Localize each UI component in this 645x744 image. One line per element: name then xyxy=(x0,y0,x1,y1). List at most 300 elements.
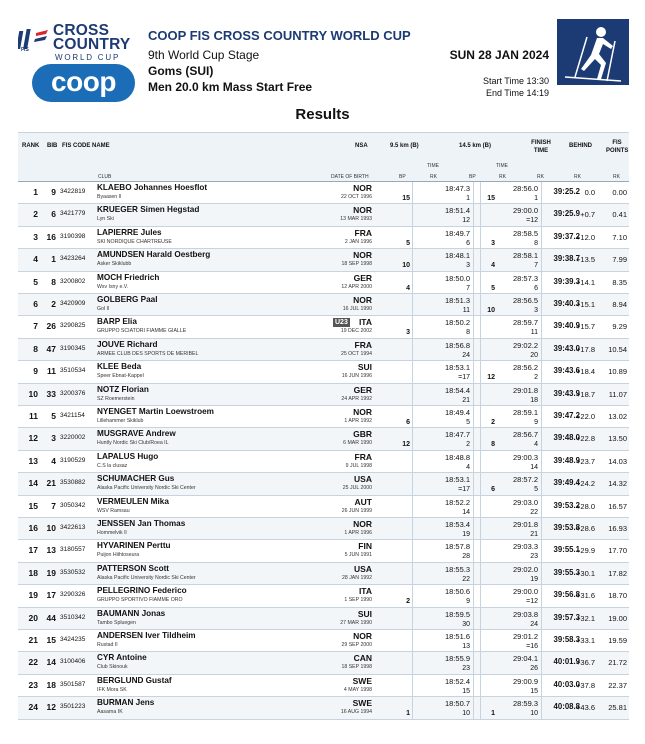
nsa-cell: USA xyxy=(354,474,372,485)
split1-rank: 14 xyxy=(462,508,470,516)
finish-time: 39:39.3 xyxy=(553,276,580,286)
split1-bonus-points: 10 xyxy=(402,262,410,270)
nsa-cell: NOR xyxy=(353,183,372,193)
nsa-cell: FIN xyxy=(358,541,372,552)
rank-cell: 20 xyxy=(28,612,38,623)
split2-rank: 19 xyxy=(530,575,538,583)
fis-points: 13.50 xyxy=(608,434,627,444)
start-time: Start Time 13:30 xyxy=(482,76,549,86)
event-stage: 9th World Cup Stage xyxy=(148,48,260,62)
fis-points: 14.32 xyxy=(608,479,627,489)
split1-time: 18:49.7 xyxy=(444,228,470,238)
nsa-cell: USA xyxy=(354,563,372,574)
behind-time: +13.5 xyxy=(576,255,595,265)
bib-cell: 7 xyxy=(51,500,56,511)
behind-time: +30.1 xyxy=(576,568,595,578)
split1-time: 18:49.4 xyxy=(444,408,470,417)
athlete-name: BARP Elia xyxy=(97,317,137,327)
behind-time: +18.4 xyxy=(576,367,595,377)
fis-points: 7.99 xyxy=(612,255,627,265)
fis-points: 7.10 xyxy=(612,232,627,242)
bib-cell: 16 xyxy=(46,231,56,242)
split2-time: 28:57.2 xyxy=(512,475,538,485)
bib-cell: 17 xyxy=(46,590,56,601)
split2-rank: 20 xyxy=(530,351,538,359)
behind-time: +17.8 xyxy=(576,344,595,354)
split2-rank: =12 xyxy=(526,598,538,606)
athlete-name: KLEE Beda xyxy=(97,362,142,372)
athlete-name: JOUVE Richard xyxy=(97,339,158,349)
finish-time: 39:43.6 xyxy=(553,366,580,376)
fis-points: 25.81 xyxy=(608,703,627,713)
col-dob: DATE OF BIRTH xyxy=(331,174,369,180)
bib-cell: 10 xyxy=(46,523,56,533)
race-name: Men 20.0 km Mass Start Free xyxy=(148,80,313,94)
date-of-birth: 16 AUG 1994 xyxy=(340,709,372,716)
bib-cell: 47 xyxy=(46,343,56,354)
split2-time: 29:01.8 xyxy=(512,385,538,395)
results-table-header xyxy=(18,132,629,182)
split2-time: 29:00.0 xyxy=(512,206,538,216)
date-of-birth: 19 DEC 2002 xyxy=(340,328,372,335)
nsa-cell: GBR xyxy=(353,429,372,440)
bib-cell: 11 xyxy=(47,366,56,377)
table-row xyxy=(18,697,629,719)
split2-time: 28:59.7 xyxy=(512,318,538,328)
date-of-birth: 2 JAN 1996 xyxy=(344,238,372,245)
bib-cell: 13 xyxy=(46,545,56,556)
rank-cell: 17 xyxy=(28,545,38,556)
table-row xyxy=(18,204,629,226)
club-name: Hommelvik Il xyxy=(97,530,127,536)
col-fis-points: FIS POINTS xyxy=(606,140,629,154)
date-of-birth: 16 JUL 1990 xyxy=(342,306,372,312)
split2-time: 28:57.3 xyxy=(512,273,538,283)
rank-cell: 8 xyxy=(33,343,38,354)
split1-time: 18:48.8 xyxy=(444,452,470,462)
club-name: Alaska Pacific University Nordic Ski Center xyxy=(97,485,196,492)
split2-rank: 14 xyxy=(530,463,538,471)
split2-bonus-points: 12 xyxy=(487,374,495,382)
nsa-cell: NOR xyxy=(353,519,372,529)
split1-time: 18:50.2 xyxy=(444,318,470,328)
athlete-name: CYR Antoine xyxy=(97,653,147,663)
club-name: SKI NORDIQUE CHARTREUSE xyxy=(97,238,172,245)
finish-time: 39:25.9 xyxy=(553,209,580,219)
split2-time: 29:02.2 xyxy=(512,340,538,350)
bib-cell: 1 xyxy=(51,254,56,265)
split1-time: 18:53.1 xyxy=(444,475,470,485)
split1-bonus-points: 12 xyxy=(402,441,410,449)
table-row xyxy=(18,675,629,697)
bib-cell: 3 xyxy=(51,433,56,444)
fis-code-cell: 3290326 xyxy=(60,591,86,599)
rank-cell: 13 xyxy=(28,455,38,466)
rank-cell: 22 xyxy=(28,657,38,668)
rank-cell: 5 xyxy=(33,276,38,287)
split2-time: 28:56.5 xyxy=(512,296,538,305)
fis-code-cell: 3422613 xyxy=(60,524,86,531)
split1-rank: 4 xyxy=(466,463,470,471)
split1-bonus-points: 5 xyxy=(406,239,410,247)
results-title: Results xyxy=(295,106,350,123)
nsa-cell: ITA xyxy=(358,317,372,328)
split2-rank: 9 xyxy=(534,419,538,426)
bib-cell: 4 xyxy=(51,455,56,466)
date-of-birth: 13 MAR 1993 xyxy=(340,216,372,223)
finish-time: 39:55.3 xyxy=(553,567,580,577)
behind-time: +36.7 xyxy=(576,658,595,668)
rank-cell: 4 xyxy=(33,254,38,265)
table-row xyxy=(18,316,629,338)
split2-rank: 26 xyxy=(530,665,538,673)
bib-cell: 33 xyxy=(46,388,56,399)
fis-points: 0.00 xyxy=(612,188,627,197)
fis-code-cell: 3190345 xyxy=(60,344,86,352)
bib-cell: 12 xyxy=(46,702,56,713)
behind-time: +22.8 xyxy=(576,434,595,444)
fis-points: 19.59 xyxy=(608,636,627,645)
behind-time: +0.7 xyxy=(580,210,595,220)
split1-bonus-points: 15 xyxy=(402,195,410,202)
behind-time: +24.2 xyxy=(576,479,595,489)
date-of-birth: 5 JUN 1991 xyxy=(344,552,372,559)
split2-rank: 18 xyxy=(530,396,538,404)
split1-time: 18:59.5 xyxy=(444,609,470,619)
athlete-name: SCHUMACHER Gus xyxy=(97,474,175,484)
date-of-birth: 24 APR 1992 xyxy=(341,395,372,402)
finish-time: 39:56.8 xyxy=(553,590,580,600)
split2-rank: 6 xyxy=(534,284,538,292)
split1-rank: 13 xyxy=(462,643,470,650)
nsa-cell: FRA xyxy=(354,227,372,238)
athlete-name: ANDERSEN Iver Tildheim xyxy=(97,631,196,640)
club-name: GRUPPO SCIATORI FIAMME GIALLE xyxy=(97,328,187,335)
split1-rank: 10 xyxy=(462,710,470,718)
split2-rank: 22 xyxy=(530,508,538,516)
rank-cell: 14 xyxy=(28,478,38,489)
col-finish-rk: RK xyxy=(537,174,544,180)
club-name: Alaska Pacific University Nordic Ski Center xyxy=(97,574,196,581)
logo-text-country: COUNTRY xyxy=(53,36,131,53)
split1-rank: 28 xyxy=(462,553,470,561)
club-name: Huntly Nordic Ski Club/Roea IL xyxy=(97,440,169,447)
fis-points: 10.89 xyxy=(608,367,627,377)
split1-rank: 8 xyxy=(466,329,470,337)
date-of-birth: 4 MAY 1998 xyxy=(343,686,372,693)
split2-rank: 4 xyxy=(534,441,538,449)
athlete-name: PELLEGRINO Federico xyxy=(97,586,187,596)
bib-cell: 9 xyxy=(51,187,56,197)
split1-rank: 1 xyxy=(466,195,470,202)
date-of-birth: 16 JUN 1996 xyxy=(341,373,372,380)
nsa-cell: SUI xyxy=(357,362,372,373)
split1-rank: 9 xyxy=(466,598,470,606)
split2-time: 29:04.1 xyxy=(512,654,538,664)
club-name: Lillehammer Skiklub xyxy=(97,418,144,424)
split1-rank: 30 xyxy=(462,620,470,628)
split2-rank: 10 xyxy=(530,710,538,718)
nsa-cell: NOR xyxy=(353,407,372,417)
table-row xyxy=(18,473,629,495)
split2-time: 28:56.7 xyxy=(512,430,538,440)
finish-time: 39:55.1 xyxy=(553,545,580,555)
finish-time: 40:08.8 xyxy=(553,702,580,712)
date-of-birth: 6 MAR 1990 xyxy=(343,440,372,447)
rank-cell: 19 xyxy=(28,590,38,601)
col-split2-rk: RK xyxy=(499,174,506,180)
club-name: Gol Il xyxy=(97,306,110,312)
nsa-cell: NOR xyxy=(353,295,372,305)
club-name: Club Skinouk xyxy=(97,664,128,671)
split2-rank: 11 xyxy=(530,329,538,337)
fis-code-cell: 3421154 xyxy=(60,412,85,419)
nsa-cell: NOR xyxy=(353,631,372,641)
rank-cell: 1 xyxy=(33,187,38,197)
split2-bonus-points: 4 xyxy=(491,262,495,270)
split1-bonus-points: 6 xyxy=(406,419,410,426)
date-of-birth: 1 APR 1992 xyxy=(344,418,372,424)
u23-badge: U23 xyxy=(335,319,348,327)
col-split1-time: TIME xyxy=(427,163,439,169)
date-of-birth: 28 JAN 1992 xyxy=(342,574,372,581)
club-name: C.S la clusaz xyxy=(97,462,128,469)
bib-cell: 44 xyxy=(46,612,56,623)
date-of-birth: 1 APR 1996 xyxy=(344,530,372,536)
split1-rank: 2 xyxy=(466,441,470,449)
nsa-cell: NOR xyxy=(353,250,372,261)
behind-time: +12.0 xyxy=(576,232,595,242)
split2-time: 29:03.3 xyxy=(512,542,538,552)
fis-code-cell: 3050342 xyxy=(60,501,86,509)
rank-cell: 23 xyxy=(28,679,38,690)
finish-time: 39:37.2 xyxy=(553,231,580,241)
athlete-name: LAPIERRE Jules xyxy=(97,227,162,237)
split2-time: 29:03.8 xyxy=(512,609,538,619)
fis-code-cell: 3290825 xyxy=(60,322,86,330)
col-club: CLUB xyxy=(98,174,112,180)
date-of-birth: 25 JUL 2000 xyxy=(342,485,372,492)
split1-time: 18:55.9 xyxy=(444,654,470,664)
split2-rank: 3 xyxy=(534,307,538,314)
page-header xyxy=(0,0,645,100)
end-time: End Time 14:19 xyxy=(485,88,549,98)
fis-points: 0.41 xyxy=(612,210,627,220)
nsa-cell: NOR xyxy=(353,205,372,216)
athlete-name: PATTERSON Scott xyxy=(97,563,170,573)
bib-cell: 2 xyxy=(51,299,56,309)
split1-time: 18:57.8 xyxy=(444,542,470,552)
split1-rank: 11 xyxy=(462,307,470,314)
col-split1: 9.5 km (B) xyxy=(390,143,419,149)
date-of-birth: 12 APR 2000 xyxy=(341,283,372,290)
athlete-name: NOTZ Florian xyxy=(97,384,149,394)
finish-time: 39:53.2 xyxy=(553,500,580,510)
table-row xyxy=(18,182,629,204)
split1-time: 18:50.7 xyxy=(444,699,470,709)
split2-time: 28:56.0 xyxy=(512,184,538,193)
split2-bonus-points: 15 xyxy=(487,195,495,202)
finish-time: 40:01.9 xyxy=(553,657,580,667)
club-name: SZ Roemerstein xyxy=(97,395,135,402)
rank-cell: 2 xyxy=(33,209,38,220)
col-bib: BIB xyxy=(47,143,58,149)
split2-time: 28:59.3 xyxy=(512,699,538,709)
club-name: WSV Ramsau xyxy=(97,507,130,514)
fis-points: 11.07 xyxy=(608,389,627,399)
split2-rank: 7 xyxy=(534,262,538,270)
nsa-cell: GER xyxy=(353,384,372,395)
behind-time: +31.6 xyxy=(576,591,595,601)
table-row xyxy=(18,294,629,316)
split2-rank: 2 xyxy=(534,374,538,382)
finish-time: 39:57.3 xyxy=(553,612,580,622)
fis-points: 21.72 xyxy=(608,658,627,668)
split1-rank: 6 xyxy=(466,239,470,247)
split2-rank: =16 xyxy=(526,643,538,650)
nsa-cell: FRA xyxy=(354,451,372,462)
split2-time: 29:02.0 xyxy=(512,564,538,574)
behind-time: +28.0 xyxy=(576,501,595,511)
logo-text-cross: CROSS xyxy=(53,22,110,39)
behind-time: 0.0 xyxy=(584,188,595,197)
date-of-birth: 29 SEP 2000 xyxy=(341,642,372,648)
fis-code-cell: 3190529 xyxy=(60,456,86,464)
club-name: Puijon Hiihtoseura xyxy=(97,552,140,559)
table-row xyxy=(18,406,629,428)
club-name: Asker Skiklubb xyxy=(97,261,132,268)
table-row xyxy=(18,630,629,652)
date-of-birth: 26 JUN 1999 xyxy=(341,507,372,514)
split1-time: 18:52.2 xyxy=(444,497,470,507)
behind-time: +18.7 xyxy=(576,389,595,399)
table-row xyxy=(18,496,629,518)
split2-bonus-points: 8 xyxy=(491,441,495,449)
split2-rank: 5 xyxy=(534,486,538,494)
bib-cell: 5 xyxy=(51,411,56,421)
bib-cell: 21 xyxy=(46,478,56,489)
fis-code-cell: 3421779 xyxy=(60,210,86,218)
split1-rank: 23 xyxy=(462,665,470,673)
split2-bonus-points: 3 xyxy=(491,239,495,247)
bib-cell: 19 xyxy=(46,567,56,578)
split1-rank: 3 xyxy=(466,262,470,270)
col-nsa: NSA xyxy=(355,143,368,149)
nsa-cell: CAN xyxy=(353,653,372,664)
table-row xyxy=(18,361,629,383)
fis-points: 16.57 xyxy=(608,501,627,511)
date-of-birth: 18 SEP 1998 xyxy=(341,664,372,671)
athlete-name: BURMAN Jens xyxy=(97,698,155,708)
club-name: Lyn Ski xyxy=(97,216,114,223)
split1-time: 18:50.0 xyxy=(444,273,470,283)
split1-rank: =17 xyxy=(458,374,470,382)
fis-code-cell: 3190398 xyxy=(60,232,86,240)
split1-bonus-points: 4 xyxy=(406,284,410,292)
split1-time: 18:47.3 xyxy=(444,184,470,193)
nsa-cell: FRA xyxy=(354,339,372,350)
fis-points: 10.54 xyxy=(608,344,627,354)
col-finish-time: FINISH TIME xyxy=(531,140,551,154)
finish-time: 39:48.0 xyxy=(553,433,580,443)
club-name: Byaasen Il xyxy=(97,194,122,200)
rank-cell: 21 xyxy=(28,635,38,645)
athlete-name: KLAEBO Johannes Hoesflot xyxy=(97,183,208,192)
nsa-cell: ITA xyxy=(358,586,372,597)
behind-time: +43.6 xyxy=(576,703,595,713)
split1-time: 18:48.1 xyxy=(444,251,470,261)
fis-code-cell: 3220002 xyxy=(60,434,86,442)
split1-time: 18:51.3 xyxy=(444,296,470,305)
behind-time: +14.1 xyxy=(576,277,595,287)
split1-bonus-points: 2 xyxy=(406,598,410,606)
finish-time: 39:43.0 xyxy=(553,343,580,353)
split1-bonus-points: 1 xyxy=(406,710,410,718)
athlete-name: AMUNDSEN Harald Oestberg xyxy=(97,250,211,260)
col-split2-time: TIME xyxy=(496,163,508,169)
rank-cell: 6 xyxy=(33,299,38,309)
athlete-name: JENSSEN Jan Thomas xyxy=(97,519,186,528)
skier-pictogram-icon xyxy=(557,19,629,85)
split2-time: 28:58.5 xyxy=(512,228,538,238)
date-of-birth: 1 SEP 1990 xyxy=(344,597,372,604)
split1-rank: 21 xyxy=(462,396,470,404)
table-row xyxy=(18,540,629,562)
behind-time: +23.7 xyxy=(576,456,595,466)
athlete-name: VERMEULEN Mika xyxy=(97,496,169,506)
split1-rank: 12 xyxy=(462,217,470,225)
fis-code-cell: 3200376 xyxy=(60,389,86,397)
rank-cell: 15 xyxy=(28,500,38,511)
fis-points: 17.82 xyxy=(608,568,627,578)
athlete-name: LAPALUS Hugo xyxy=(97,451,159,461)
table-row xyxy=(18,518,629,540)
col-split2: 14.5 km (B) xyxy=(459,143,492,149)
split1-rank: 7 xyxy=(466,284,470,292)
bib-cell: 8 xyxy=(51,276,56,287)
club-name: ARMEE CLUB DES SPORTS DE MERIBEL xyxy=(97,350,199,357)
split2-rank: 1 xyxy=(534,195,538,202)
split1-rank: 5 xyxy=(466,419,470,426)
fis-points: 13.02 xyxy=(608,412,627,421)
split2-time: 29:01.2 xyxy=(512,632,538,641)
fis-points: 19.00 xyxy=(608,613,627,623)
finish-time: 39:38.7 xyxy=(553,254,580,264)
col-split2-bp: BP xyxy=(469,174,476,180)
split2-time: 28:59.1 xyxy=(512,408,538,417)
fis-code-cell: 3530882 xyxy=(60,479,86,487)
fis-points: 18.70 xyxy=(608,591,627,601)
finish-time: 39:43.9 xyxy=(553,388,580,398)
club-name: Tambo Spluegen xyxy=(97,619,136,626)
fis-points: 9.29 xyxy=(612,322,627,332)
finish-time: 39:40.9 xyxy=(553,321,580,331)
finish-time: 39:40.3 xyxy=(553,299,580,308)
athlete-name: BERGLUND Gustaf xyxy=(97,675,172,685)
athlete-name: HYVARINEN Perttu xyxy=(97,541,171,551)
split2-time: 29:01.8 xyxy=(512,520,538,529)
fis-code-cell: 3424235 xyxy=(60,636,86,643)
rank-cell: 9 xyxy=(33,366,38,377)
nsa-cell: GER xyxy=(353,272,372,283)
nsa-cell: SWE xyxy=(352,698,372,709)
table-row xyxy=(18,272,629,294)
fis-points: 17.70 xyxy=(608,546,627,556)
split1-time: 18:53.4 xyxy=(444,520,470,529)
fis-code-cell: 3422819 xyxy=(60,188,86,195)
bib-cell: 14 xyxy=(46,657,56,668)
col-fis-code-name: FIS CODE NAME xyxy=(62,143,110,149)
